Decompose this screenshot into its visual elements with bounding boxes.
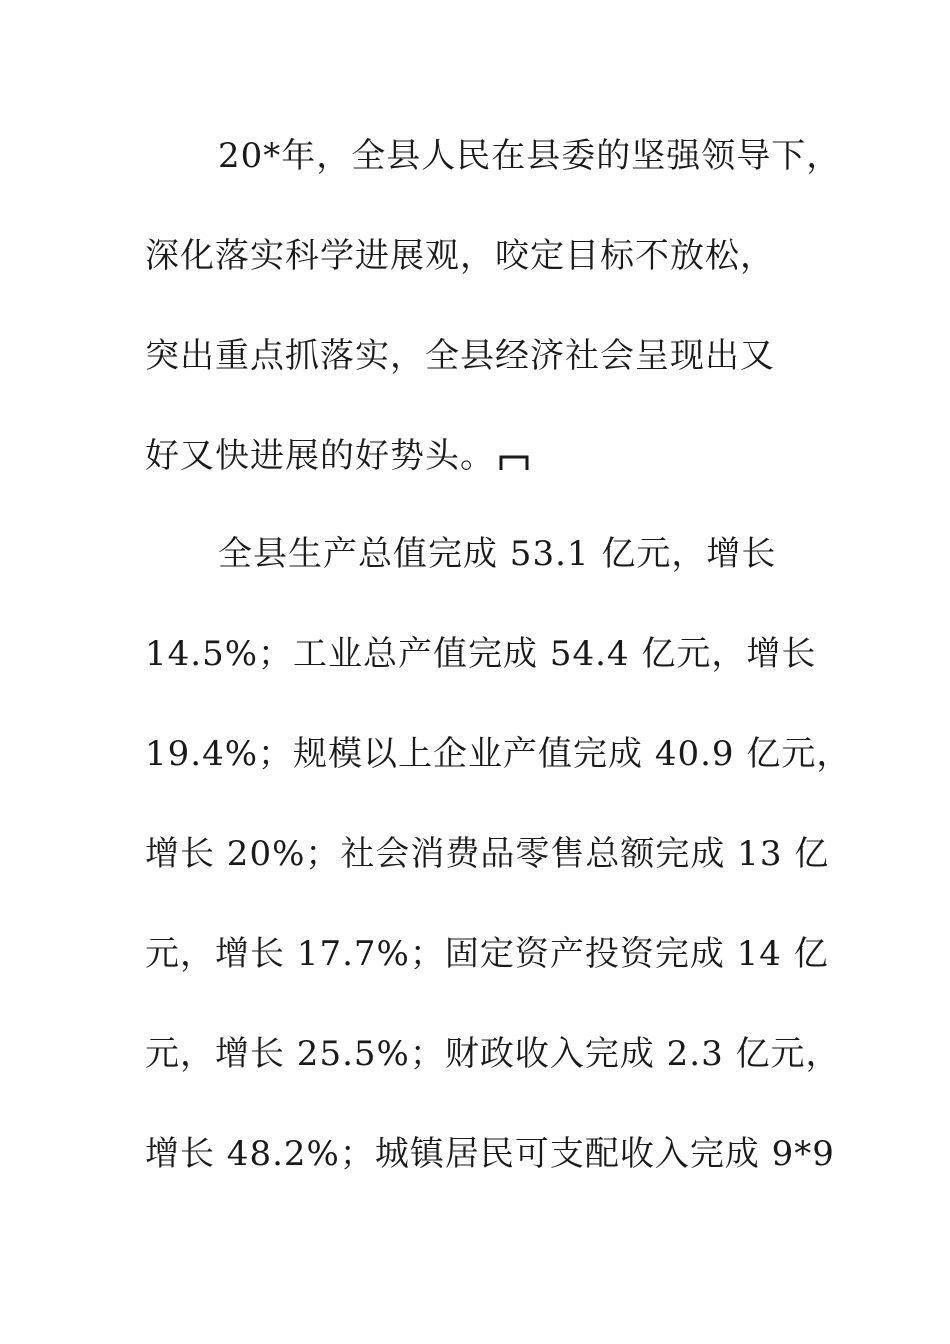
- paragraph-1-line-3: 突出重点抓落实，全县经济社会呈现出又: [145, 336, 775, 376]
- paragraph-2-line-6: 元，增长 25.5%；财政收入完成 2.3 亿元，: [145, 1034, 841, 1074]
- paragraph-1-line-4-wrap: [145, 436, 529, 476]
- paragraph-2-line-7: 增长 48.2%；城镇居民可支配收入完成 9*9: [145, 1134, 835, 1174]
- paragraph-2-line-4: 增长 20%；社会消费品零售总额完成 13 亿: [145, 834, 830, 874]
- paragraph-1-line-1: 20*年，全县人民在县委的坚强领导下，: [218, 136, 842, 176]
- paragraph-1-line-4: 好又快进展的好势头。: [145, 436, 495, 476]
- paragraph-2-line-1: 全县生产总值完成 53.1 亿元，增长: [218, 534, 777, 574]
- paragraph-2-line-2: 14.5%；工业总产值完成 54.4 亿元，增长: [145, 634, 817, 674]
- bracket-mark-icon: [499, 451, 529, 471]
- paragraph-1-line-2: 深化落实科学进展观，咬定目标不放松，: [145, 236, 775, 276]
- paragraph-2-line-5: 元，增长 17.7%；固定资产投资完成 14 亿: [145, 934, 829, 974]
- paragraph-2-line-3: 19.4%；规模以上企业产值完成 40.9 亿元，: [145, 734, 852, 774]
